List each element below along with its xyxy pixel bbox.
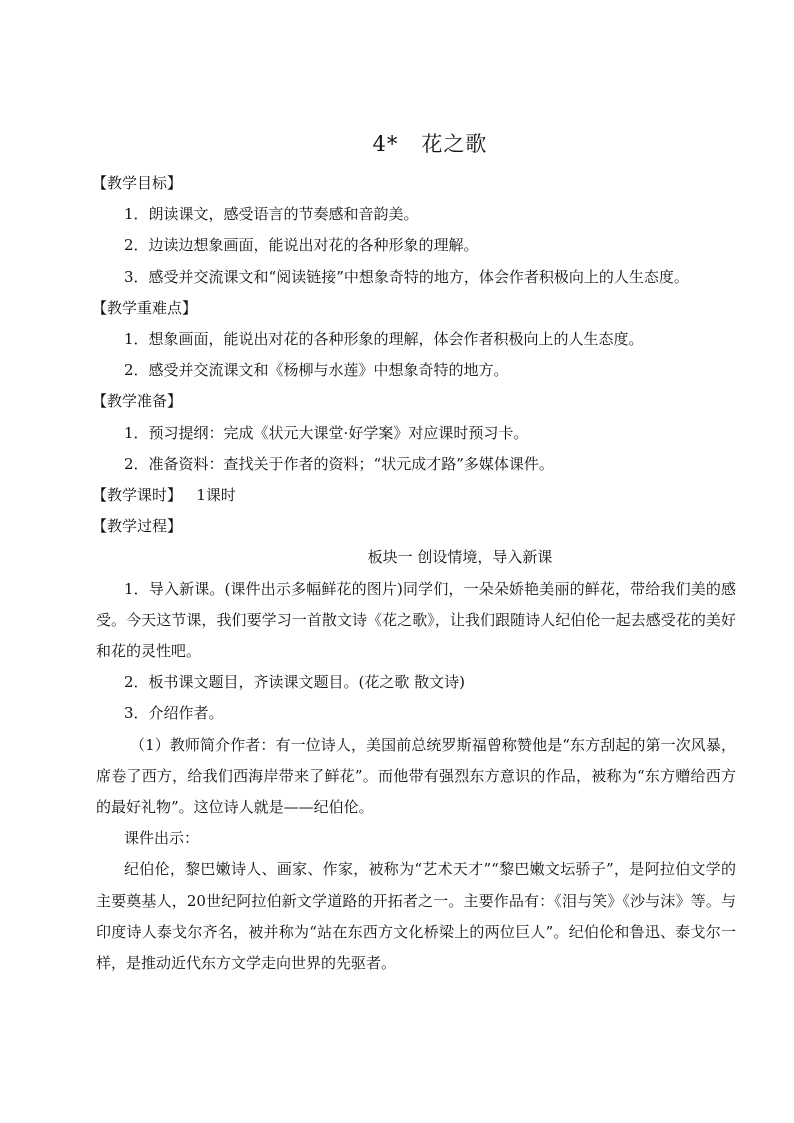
preparation-item-1: 1．预习提纲：完成《状元大课堂·好学案》对应课时预习卡。 [124, 423, 529, 442]
section-heading-duration: 【教学课时】 [92, 486, 183, 505]
section-heading-goals: 【教学目标】 [92, 174, 183, 192]
section-heading-key-points: 【教学重难点】 [92, 298, 198, 317]
process-paragraph-3: 3．介绍作者。 [124, 704, 224, 723]
section-heading-preparation: 【教学准备】 [92, 392, 183, 411]
process-section-title: 板块一 创设情境，导入新课 [367, 548, 553, 567]
process-paragraph-2: 2．板书课文题目，齐读课文题目。(花之歌 散文诗) [124, 673, 466, 692]
preparation-item-2: 2．准备资料：查找关于作者的资料；“状元成才路”多媒体课件。 [124, 454, 554, 473]
goal-item-2: 2．边读边想象画面，能说出对花的各种形象的理解。 [124, 236, 479, 255]
process-paragraph-1: 1．导入新课。(课件出示多幅鲜花的图片)同学们，一朵朵娇艳美丽的鲜花，带给我们美的感受。今天这节课，我们要学习一首散文诗《花之歌》，让我们跟随诗人纪伯伦一起去感受花的美好和花的灵性吧。 [96, 579, 736, 661]
page-title: 4* 花之歌 [372, 132, 488, 156]
goal-item-3: 3．感受并交流课文和“阅读链接”中想象奇特的地方，体会作者积极向上的人生态度。 [124, 267, 689, 286]
process-paragraph-5: 课件出示： [124, 829, 200, 848]
key-point-item-2: 2．感受并交流课文和《杨柳与水莲》中想象奇特的地方。 [124, 361, 509, 380]
process-paragraph-6: 纪伯伦，黎巴嫩诗人、画家、作家，被称为“艺术天才”“黎巴嫩文坛骄子”，是阿拉伯文学的主要奠基人，20世纪阿拉伯新文学道路的开拓者之一。主要作品有：《泪与笑》《沙与沫》等。与印度诗人泰戈尔齐名，被并称为“站在东西方文化桥梁上的两位巨人”。纪伯伦和鲁迅、泰戈尔一样，是推动近代东方文学走向世界的先驱者。 [96, 860, 736, 973]
document-body [92, 168, 736, 979]
process-paragraph-4: （1）教师简介作者：有一位诗人，美国前总统罗斯福曾称赞他是“东方刮起的第一次风暴，席卷了西方，给我们西海岸带来了鲜花”。而他带有强烈东方意识的作品，被称为“东方赠给西方的最好礼物”。这位诗人就是——纪伯伦。 [96, 735, 736, 817]
goal-item-1: 1．朗读课文，感受语言的节奏感和音韵美。 [124, 205, 419, 224]
section-duration [92, 480, 736, 511]
duration-value: 1课时 [196, 486, 236, 505]
section-heading-process: 【教学过程】 [92, 517, 183, 536]
key-point-item-1: 1．想象画面，能说出对花的各种形象的理解，体会作者积极向上的人生态度。 [124, 330, 644, 349]
